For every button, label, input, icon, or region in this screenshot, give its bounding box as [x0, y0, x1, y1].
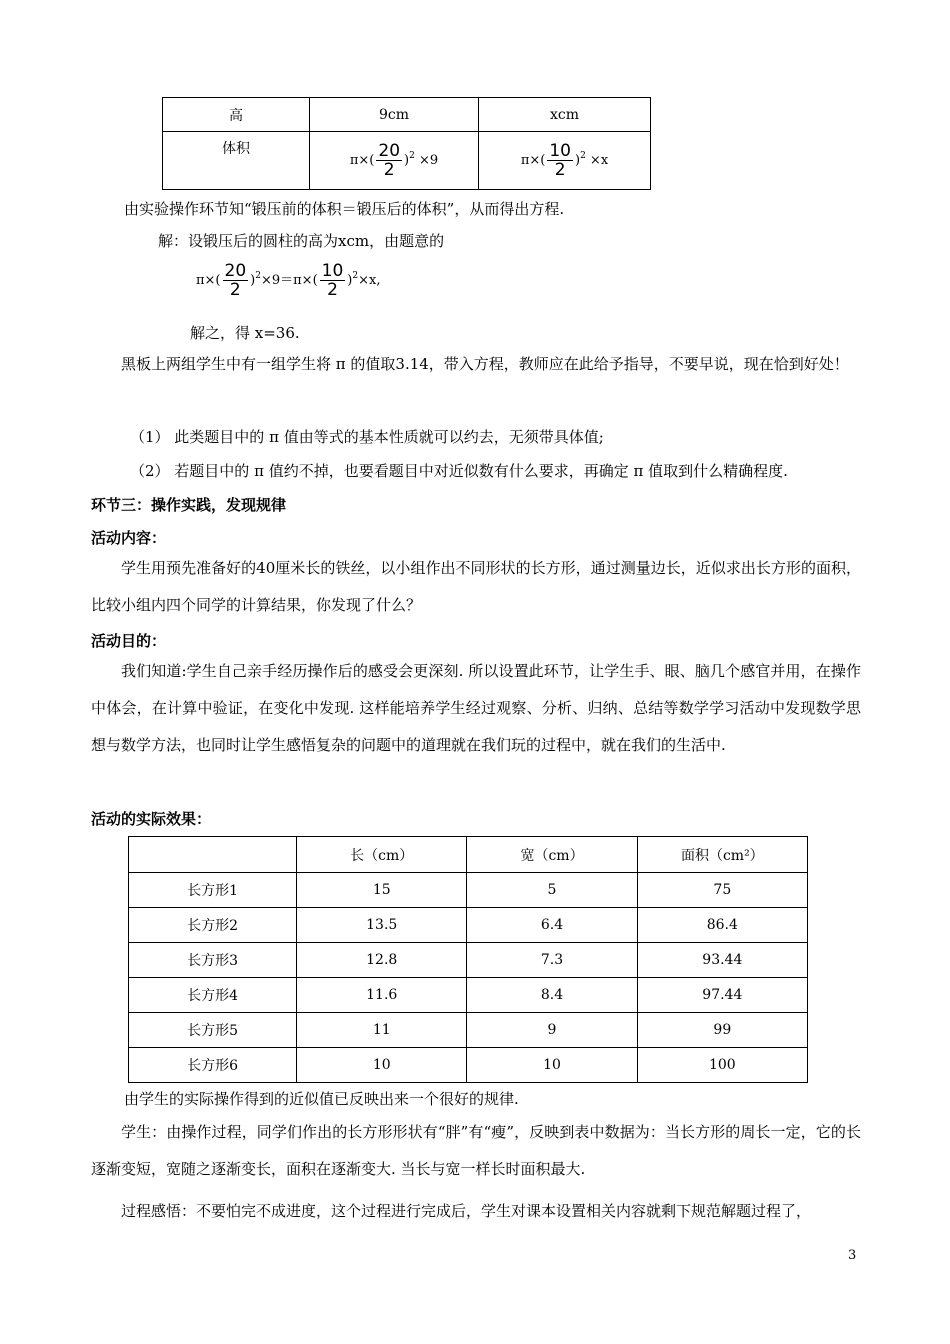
table-cell: 9 [467, 1013, 637, 1048]
answer-text: 解之，得 x=36. [190, 324, 300, 342]
table-cell: 11 [297, 1013, 467, 1048]
table-cell: 13.5 [297, 908, 467, 943]
table-cell: 97.44 [637, 978, 807, 1013]
table2-header-cell: 长（cm） [297, 837, 467, 873]
table-cell: 长方形2 [129, 908, 297, 943]
table-row [129, 908, 808, 943]
blackboard-paragraph: 黑板上两组学生中有一组学生将 π 的值取3.14，带入方程，教师应在此给予指导，不要早说，现在恰到好处！ [121, 355, 849, 373]
table-cell: 6.4 [467, 908, 637, 943]
table-cell: 11.6 [297, 978, 467, 1013]
table-cell: 长方形6 [129, 1048, 297, 1083]
section3-heading: 环节三：操作实践，发现规律 [91, 496, 287, 514]
table-cell: 长方形1 [129, 873, 297, 908]
table1-volume-before: π×( $\frac{20}{2}$ )$^2$ ×9 [310, 132, 479, 190]
table-cell: 长方形4 [129, 978, 297, 1013]
table-cell: 12.8 [297, 943, 467, 978]
table-cell: 5 [467, 873, 637, 908]
table-cell: 75 [637, 873, 807, 908]
table1-label-volume: 体积 [163, 132, 310, 190]
table2-header-cell: 面积（cm²） [637, 837, 807, 873]
table-row [129, 1048, 808, 1083]
table-row [129, 1013, 808, 1048]
table-cell: 7.3 [467, 943, 637, 978]
table-cell: 100 [637, 1048, 807, 1083]
table-row [129, 943, 808, 978]
solution-text: 解：设锻压后的圆柱的高为xcm，由题意的 [158, 232, 445, 250]
table2-header-cell [129, 837, 297, 873]
table-cell: 10 [467, 1048, 637, 1083]
table-cell: 15 [297, 873, 467, 908]
table1-label-height: 高 [163, 98, 310, 132]
page-number: 3 [848, 1248, 857, 1263]
rectangle-table [128, 836, 808, 1083]
table1-height-after: xcm [479, 98, 651, 132]
table1-height-before: 9cm [310, 98, 479, 132]
table-cell: 8.4 [467, 978, 637, 1013]
note-2: （2） 若题目中的 π 值约不掉，也要看题目中对近似数有什么要求，再确定 π 值取到什么精确程度. [130, 462, 788, 480]
reflection-paragraph: 过程感悟：不要怕完不成进度，这个过程进行完成后，学生对课本设置相关内容就剩下规范解题过程了， [121, 1202, 812, 1220]
table-row [129, 978, 808, 1013]
activity-purpose-paragraph: 我们知道:学生自己亲手经历操作后的感受会更深刻. 所以设置此环节，让学生手、眼、脑几个感官并用，在操作中体会，在计算中验证，在变化中发现. 这样能培养学生经过观察、分析、归纳、总结等数学学习活动中发现数学思想与数学方法，也同时让学生感悟复杂的问题中的道理就在我们玩的过程中，就在我们的生活中. [91, 662, 861, 754]
activity-purpose-heading: 活动目的： [91, 632, 167, 650]
student-paragraph: 学生：由操作过程，同学们作出的长方形形状有“胖”有“瘦”，反映到表中数据为：当长方形的周长一定，它的长逐渐变短，宽随之逐渐变长，面积在逐渐变大. 当长与宽一样长时面积最大. [91, 1123, 861, 1178]
table-cell: 93.44 [637, 943, 807, 978]
note-1: （1） 此类题目中的 π 值由等式的基本性质就可以约去，无须带具体值; [130, 428, 604, 446]
result-text: 由学生的实际操作得到的近似值已反映出来一个很好的规律. [124, 1090, 519, 1108]
table-cell: 长方形3 [129, 943, 297, 978]
table2-header-row [129, 837, 808, 873]
table-cell: 99 [637, 1013, 807, 1048]
table-cell: 10 [297, 1048, 467, 1083]
experiment-text: 由实验操作环节知“锻压前的体积＝锻压后的体积”，从而得出方程. [124, 200, 565, 218]
volume-table [162, 97, 651, 190]
activity-content-heading: 活动内容： [91, 529, 167, 547]
table1-volume-after: π×( $\frac{10}{2}$ )$^2$ ×x [479, 132, 651, 190]
activity-effect-heading: 活动的实际效果： [91, 810, 212, 828]
table-cell: 86.4 [637, 908, 807, 943]
table-cell: 长方形5 [129, 1013, 297, 1048]
table-row [129, 873, 808, 908]
equation: π×( $\frac{20}{2}$ )$^2$×9＝π×( $\frac{10}{2}$ )$^2$×x, [196, 261, 381, 300]
activity-content-paragraph: 学生用预先准备好的40厘米长的铁丝，以小组作出不同形状的长方形，通过测量边长，近似求出长方形的面积，比较小组内四个同学的计算结果，你发现了什么？ [91, 559, 861, 614]
table2-header-cell: 宽（cm） [467, 837, 637, 873]
